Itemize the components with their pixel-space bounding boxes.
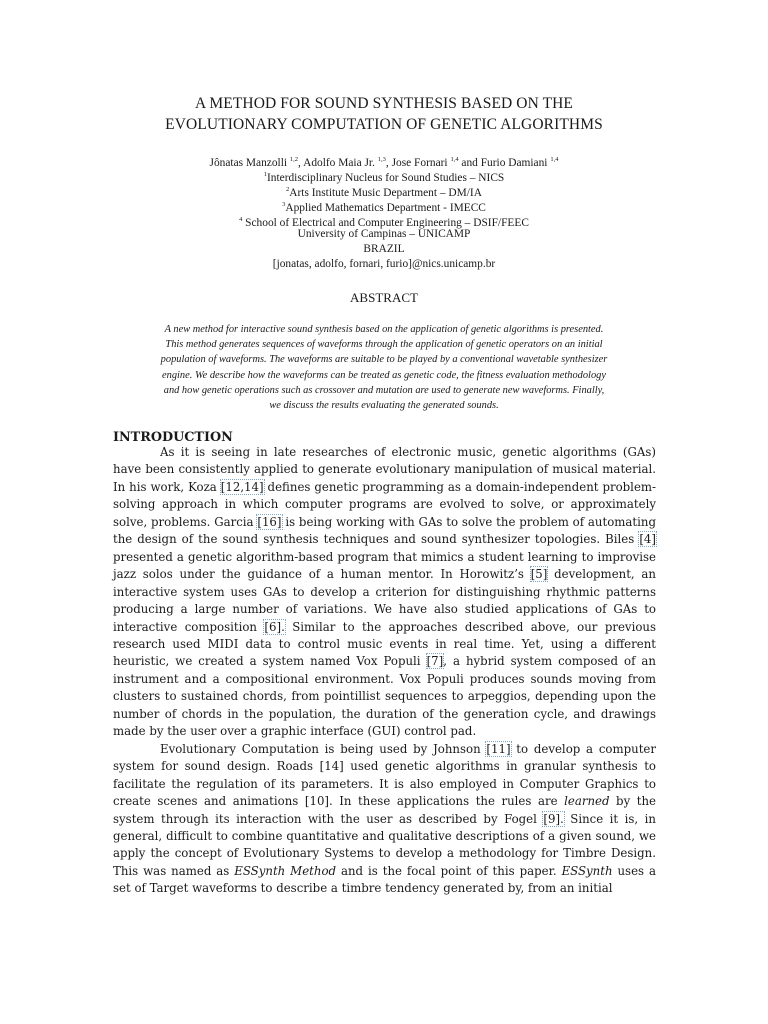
text-run: presented a genetic algorithm-based program that mimics a student learning to improvise jazz solos under the guidance of a human mentor. In Horowitz’s [113,549,656,582]
text-run: As it is seeing in late researches of electronic music, genetic algorithms (GAs) have been consistently applied to generate evolutionary manipulation of musical material. In his work, Koza [113,445,656,494]
text-run: by the system through its interaction with the user as described by Fogel [113,794,657,826]
paper-title-line-1: A METHOD FOR SOUND SYNTHESIS BASED ON THE [195,95,573,112]
citation-link[interactable]: [4] [639,532,656,547]
text-run: defines genetic programming as a domain-independent problem-solving approach in which computer programs are evolved to solve, or approximately solve, problems. Garcia [113,479,657,529]
text-run: uses a set of Target waveforms to describe a timbre tendency generated by, from an initial [113,863,657,896]
author-list: Jônatas Manzolli $^{1,2}$, Adolfo Maia Jr. $^{1,3}$, Jose Fornari $^{1,4}$ and Furio Damiani $^{1,4}$ [209,156,559,169]
citation-link[interactable]: [11] [486,741,511,756]
abstract-line: we discuss the results evaluating the generated sounds. [269,400,499,412]
citation-link[interactable]: [16] [257,514,282,529]
affiliation-university: University of Campinas – UNICAMP [297,228,471,240]
text-run: Since it is, in general, difficult to combine quantitative and qualitative descriptions of a given sound, we apply the concept of Evolutionary Systems to develop a methodology for Timbre Design. This was named as [113,811,656,878]
abstract-line: A new method for interactive sound synthesis based on the application of genetic algorithms is presented. [164,324,604,335]
paragraph-1 [113,444,656,741]
abstract-line: engine. We describe how the waveforms can be treated as genetic code, the fitness evaluation methodology [162,369,606,381]
section-heading-introduction: INTRODUCTION [113,430,233,445]
affiliation-4: $^4$ School of Electrical and Computer Engineering – DSIF/FEEC [239,216,529,229]
citation-link[interactable]: [6]. [264,619,285,634]
affiliation-country: BRAZIL [363,243,405,255]
text-run: Similar to the approaches described above, our previous research used MIDI data to control music events in real time. Yet, using a different heuristic, we created a system named Vox Populi [113,619,656,669]
affiliation-2: $^2$Arts Institute Music Department – DM/IA [286,186,482,199]
affiliation-3: $^3$Applied Mathematics Department - IMECC [282,201,486,214]
citation-link[interactable]: [12,14] [220,479,264,494]
text-run: development, an interactive system uses GAs to develop a criterion for distinguishing rhythmic patterns producing a large number of variations. We have also studied applications of GAs to interactive composition [113,567,656,634]
emphasis-text: learned [564,794,610,809]
paragraph-2 [113,741,656,898]
introduction-body [113,444,656,898]
contact-email: [jonatas, adolfo, fornari, furio]@nics.unicamp.br [272,258,496,270]
text-run: Evolutionary Computation is being used by Johnson [160,741,487,756]
emphasis-text: ESSynth Method [234,863,337,878]
citation-link[interactable]: [9]. [543,811,564,826]
text-run: , a hybrid system composed of an instrument and a compositional environment. Vox Populi produces sounds moving from clusters to sustained chords, from pointillist sequences to arpeggios, depending upon the number of chords in the population, the duration of the generation cycle, and drawings made by the user over a graphic interface (GUI) control pad. [113,654,656,739]
abstract-text [110,322,658,413]
abstract-line: and how genetic operations such as crossover and mutation are used to generate new waveforms. Finally, [163,384,605,396]
paper-title-line-2: EVOLUTIONARY COMPUTATION OF GENETIC ALGORITHMS [165,116,603,133]
citation-link[interactable]: [7] [426,654,444,669]
text-run: to develop a computer system for sound design. Roads [14] used genetic algorithms in granular synthesis to facilitate the regulation of its parameters. It is also employed in Computer Graphics to create scenes and animations [10]. In these applications the rules are [113,741,657,809]
affiliation-1: $^1$Interdisciplinary Nucleus for Sound Studies – NICS [263,171,505,184]
text-run: and is the focal point of this paper. [336,863,562,878]
abstract-line: population of waveforms. The waveforms are suitable to be played by a conventional wavetable synthesizer [160,354,608,366]
abstract-heading: ABSTRACT [350,290,418,305]
text-run: is being working with GAs to solve the problem of automating the design of the sound synthesis techniques and sound synthesizer topologies. Biles [113,514,656,547]
abstract-line: This method generates sequences of waveforms through the application of genetic operators on an initial [165,339,603,351]
citation-link[interactable]: [5] [530,567,548,582]
emphasis-text: ESSynth [561,863,613,878]
